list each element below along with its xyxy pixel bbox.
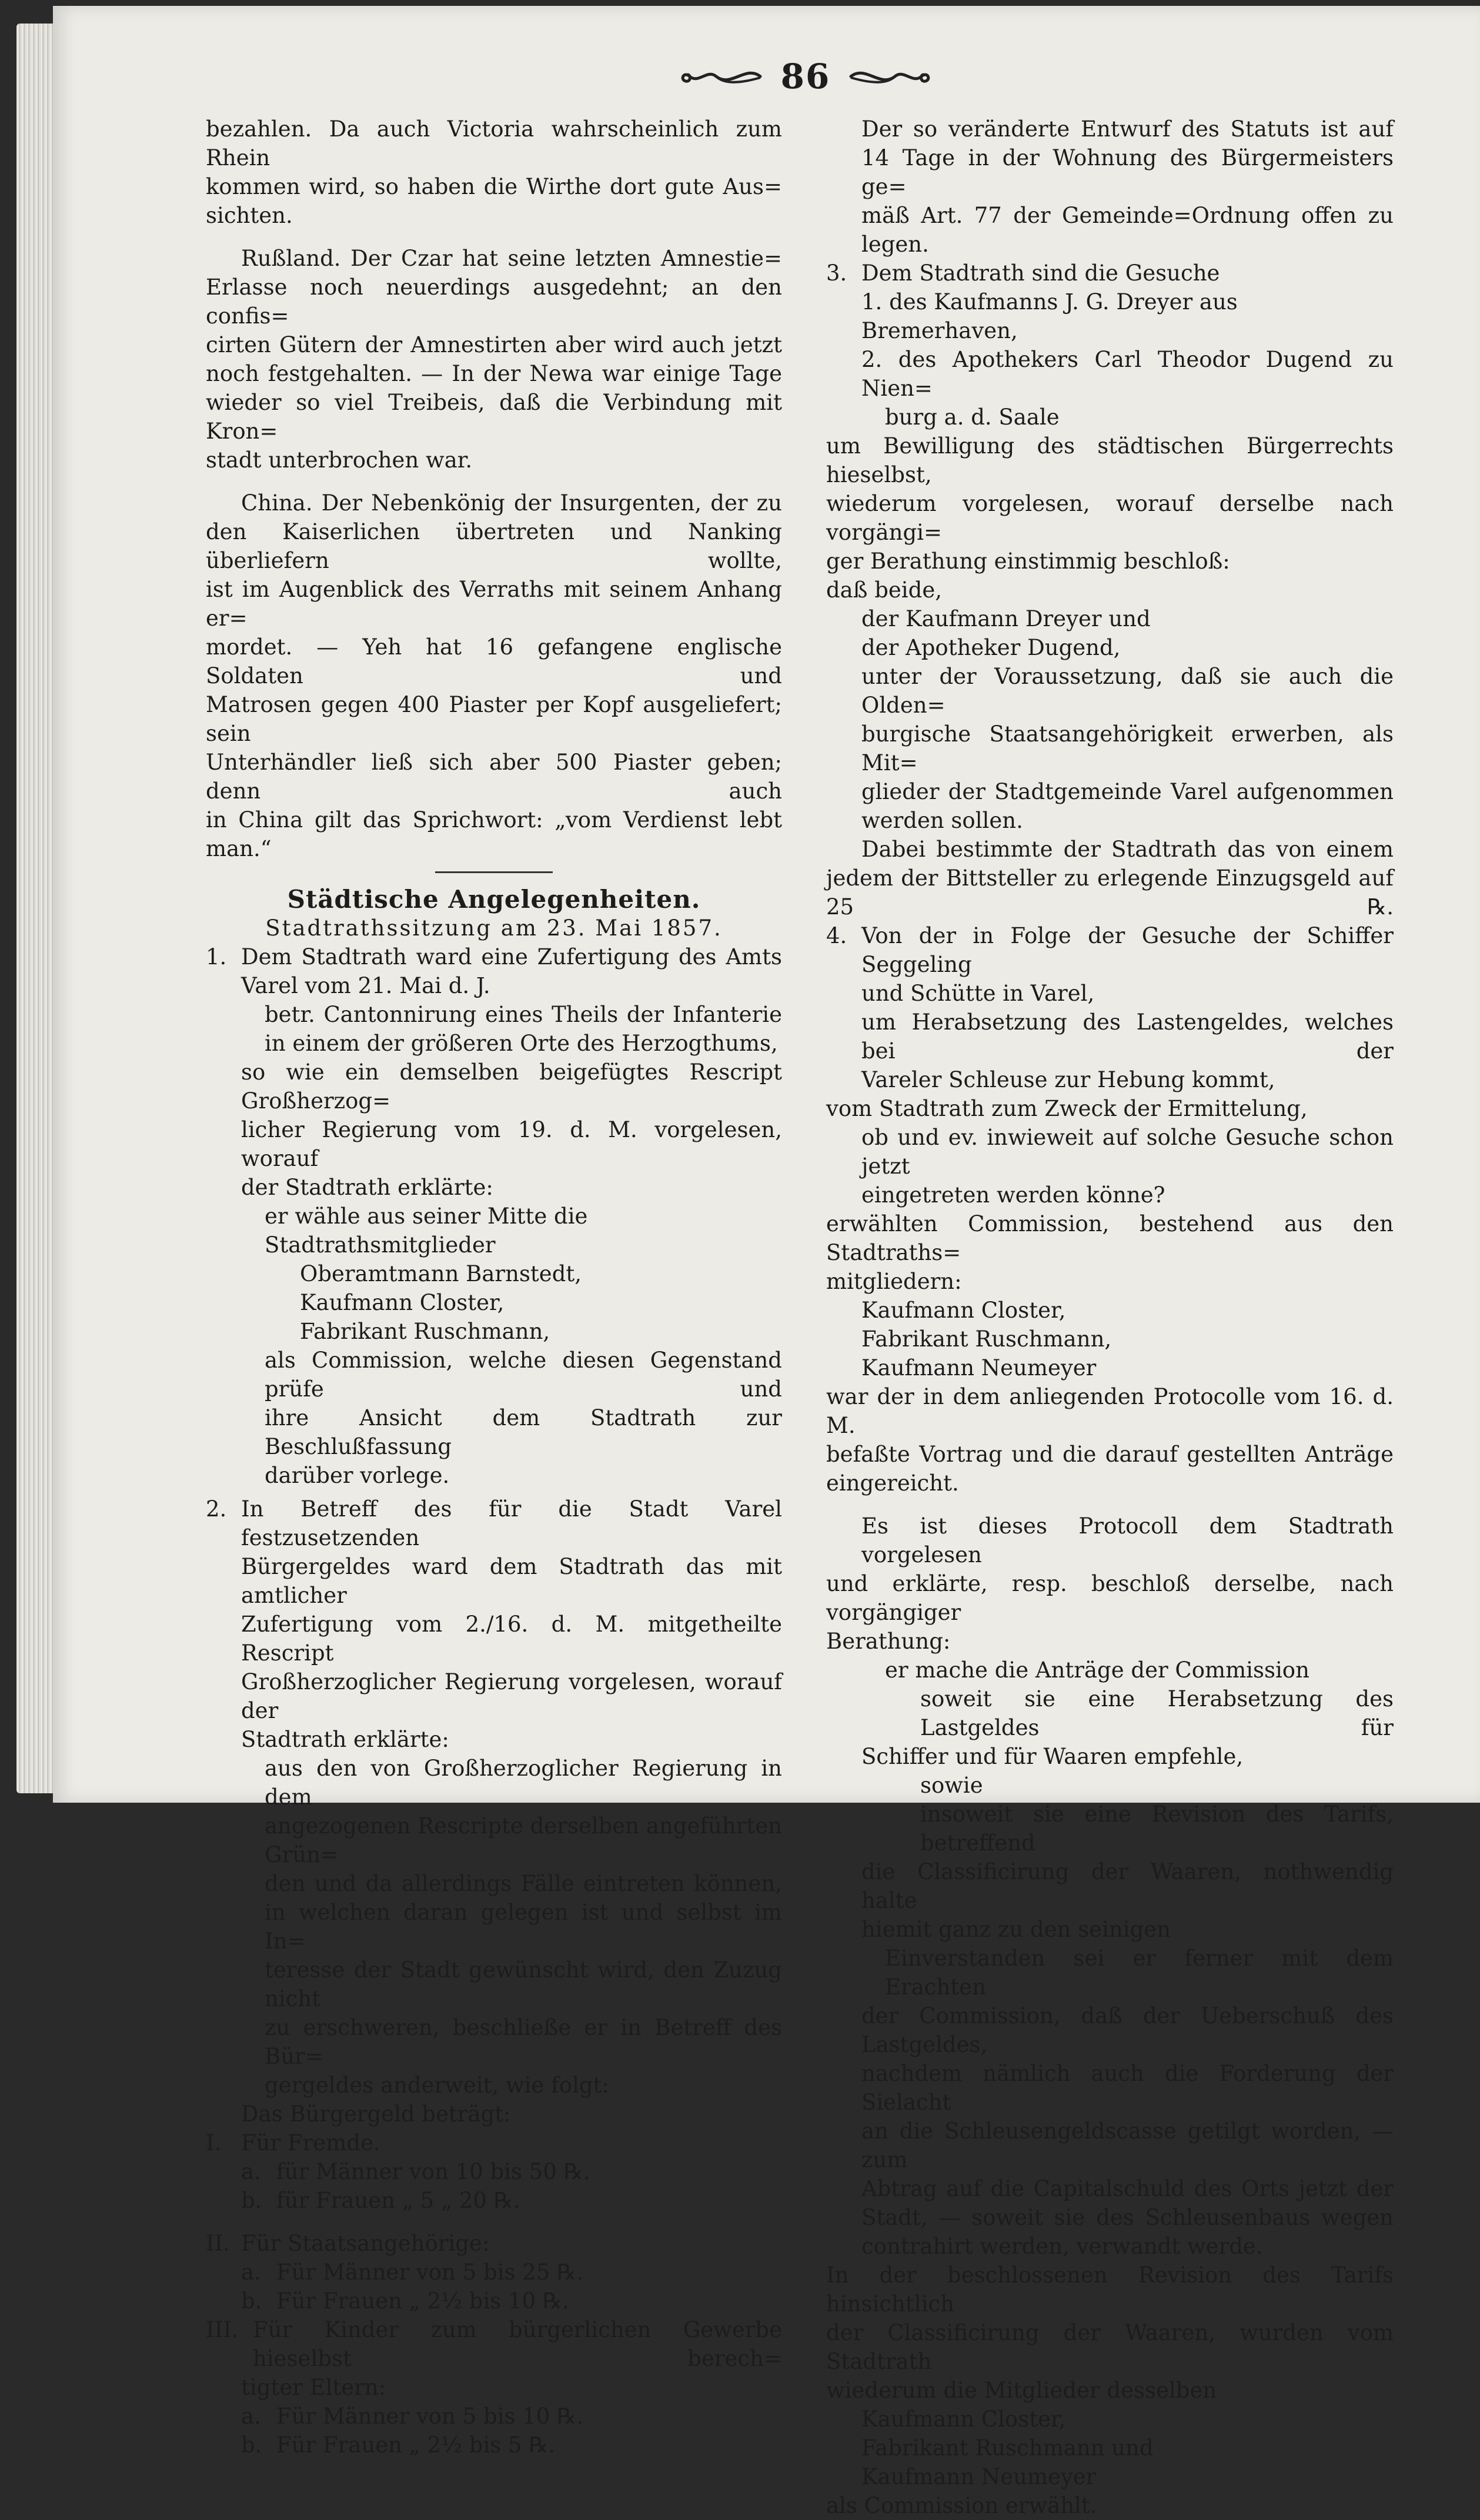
section-heading: Städtische Angelegenheiten.: [287, 885, 701, 914]
text-line: Einverstanden sei er ferner mit dem Erachten: [885, 1946, 1394, 2000]
text-line: eingetreten werden könne?: [861, 1182, 1165, 1208]
text-line: 1. des Kaufmanns J. G. Dreyer aus Bremerhaven,: [861, 289, 1238, 343]
text-line: In Betreff des für die Stadt Varel festzusetzenden: [241, 1496, 782, 1550]
fee-row-text: für Frauen „ 5 „ 20 ℞.: [276, 2188, 520, 2213]
text-line: contrahirt werden, verwandt werde.: [861, 2234, 1263, 2259]
text-line: sichten.: [206, 203, 293, 228]
text-line: Berathung:: [826, 1629, 951, 1654]
text-line: licher Regierung vom 19. d. M. vorgelesen, worauf: [241, 1117, 782, 1171]
member-name: Kaufmann Neumeyer: [861, 1355, 1097, 1381]
text-line: Von der in Folge der Gesuche der Schiffer Seggeling: [861, 923, 1394, 977]
fee-category-title: Für Fremde.: [241, 2130, 380, 2155]
intro-paragraph: [206, 115, 782, 230]
text-line: Rußland. Der Czar hat seine letzten Amnestie=: [241, 246, 782, 271]
fee-category-title: Für Kinder zum bürgerlichen Gewerbe hieselbst berech=: [253, 2317, 782, 2371]
text-line: glieder der Stadtgemeinde Varel aufgenommen: [861, 779, 1394, 804]
text-line: Bürgergeldes ward dem Stadtrath das mit amtlicher: [241, 1554, 782, 1608]
text-line: mäß Art. 77 der Gemeinde=Ordnung offen zu legen.: [861, 203, 1394, 257]
text-line: Schiffer und für Waaren empfehle,: [861, 1744, 1244, 1769]
fee-row: [206, 2258, 782, 2287]
fee-row-text: Für Frauen „ 2½ bis 5 ℞.: [276, 2432, 556, 2458]
fee-row-text: Für Männer von 5 bis 25 ℞.: [276, 2260, 584, 2285]
russia-paragraph: [206, 244, 782, 474]
text-line: er wähle aus seiner Mitte die Stadtrathsmitglieder: [265, 1204, 588, 1258]
fee-row: [206, 2186, 782, 2215]
text-line: der Classificirung der Waaren, wurden vom Stadtrath: [826, 2320, 1394, 2374]
text-line: gergeldes anderweit, wie folgt:: [265, 2073, 609, 2098]
text-line: werden sollen.: [861, 808, 1023, 833]
fee-row-text: Für Männer von 5 bis 10 ℞.: [276, 2404, 584, 2429]
text-line: befaßte Vortrag und die darauf gestellten Anträge: [826, 1442, 1394, 1467]
member-name: der Kaufmann Dreyer und: [861, 606, 1151, 631]
member-name: Kaufmann Closter,: [861, 2407, 1066, 2432]
page-number: 86: [780, 56, 831, 96]
text-line: eingereicht.: [826, 1470, 959, 1496]
fee-row: [206, 2287, 782, 2315]
item-number-line: [206, 943, 782, 971]
section-divider: [435, 871, 553, 873]
session-title: Stadtrathssitzung am 23. Mai 1857.: [265, 915, 723, 941]
text-line: wiederum die Mitglieder desselben: [826, 2378, 1217, 2403]
text-line: vom Stadtrath zum Zweck der Ermittelung,: [826, 1096, 1308, 1121]
page-header: [670, 50, 941, 103]
item-number: 4.: [826, 923, 847, 948]
text-line: Großherzoglicher Regierung vorgelesen, worauf der: [241, 1669, 782, 1723]
text-line: zu erschweren, beschließe er in Betreff des Bür=: [265, 2015, 782, 2069]
fee-category-title: Für Staatsangehörige:: [241, 2231, 490, 2256]
text-line: Abtrag auf die Capitalschuld des Orts jetzt der: [861, 2176, 1394, 2201]
text-line: war der in dem anliegenden Protocolle vom 16. d. M.: [826, 1384, 1394, 1438]
fee-row-letter: a.: [241, 2159, 261, 2184]
item-number-line: [826, 259, 1394, 288]
item-number: 1.: [206, 944, 227, 970]
text-line: aus den von Großherzoglicher Regierung in dem: [265, 1756, 782, 1810]
member-name: Kaufmann Neumeyer: [861, 2464, 1097, 2489]
item-number-line: [206, 1495, 782, 1552]
text-line: tigter Eltern:: [241, 2375, 386, 2400]
text-line: China. Der Nebenkönig der Insurgenten, der zu: [241, 490, 782, 516]
fee-category: [206, 2128, 782, 2157]
member-name: Fabrikant Ruschmann,: [861, 1326, 1112, 1352]
item-2: [206, 1495, 782, 2128]
text-line: und erklärte, resp. beschloß derselbe, nach vorgängiger: [826, 1571, 1394, 1625]
text-line: Matrosen gegen 400 Piaster per Kopf ausgeliefert; sein: [206, 692, 782, 746]
text-line: Stadt, — soweit sie des Schleusenbaus wegen: [861, 2205, 1394, 2230]
fee-category-number: I.: [206, 2130, 222, 2155]
fee-category: [206, 2315, 782, 2373]
text-line: um Herabsetzung des Lastengeldes, welches bei der: [861, 1010, 1394, 1064]
text-line: wieder so viel Treibeis, daß die Verbindung mit Kron=: [206, 390, 782, 444]
fee-row: [206, 2431, 782, 2459]
text-line: den Kaiserlichen übertreten und Nanking überliefern wollte,: [206, 519, 782, 573]
text-line: als Commission, welche diesen Gegenstand prüfe und: [265, 1348, 782, 1402]
text-line: Varel vom 21. Mai d. J.: [241, 973, 490, 998]
text-line: ger Berathung einstimmig beschloß:: [826, 549, 1230, 574]
fee-row-letter: a.: [241, 2260, 261, 2285]
text-line: betr. Cantonnirung eines Theils der Infanterie: [265, 1002, 782, 1027]
member-name: Kaufmann Closter,: [861, 1298, 1066, 1323]
text-line: cirten Gütern der Amnestirten aber wird auch jetzt: [206, 332, 782, 357]
text-line: darüber vorlege.: [265, 1463, 450, 1488]
text-line: und Schütte in Varel,: [861, 981, 1095, 1006]
fee-row-letter: b.: [241, 2432, 262, 2458]
left-column: [206, 115, 782, 2459]
text-line: Stadtrath erklärte:: [241, 1727, 449, 1752]
text-line: Der so veränderte Entwurf des Statuts ist auf: [861, 116, 1394, 142]
fee-row-letter: b.: [241, 2188, 262, 2213]
text-line: ihre Ansicht dem Stadtrath zur Beschlußfassung: [265, 1405, 782, 1459]
text-line: Dem Stadtrath sind die Gesuche: [861, 260, 1220, 286]
member-name: der Apotheker Dugend,: [861, 635, 1121, 660]
fee-row-letter: a.: [241, 2404, 261, 2429]
item-number: 3.: [826, 260, 847, 286]
item-number-line: [826, 921, 1394, 979]
fee-row-letter: b.: [241, 2288, 262, 2314]
member-name: Kaufmann Closter,: [300, 1290, 505, 1315]
text-line: der Stadtrath erklärte:: [241, 1175, 493, 1200]
item-number: 2.: [206, 1496, 227, 1522]
text-line: unter der Voraussetzung, daß sie auch die Olden=: [861, 664, 1394, 718]
fee-row: [206, 2157, 782, 2186]
text-line: die Classificirung der Waaren, nothwendig halte: [861, 1859, 1394, 1913]
fee-row-text: Für Frauen „ 2½ bis 10 ℞.: [276, 2288, 569, 2314]
text-line: ob und ev. inwieweit auf solche Gesuche schon jetzt: [861, 1125, 1394, 1179]
text-line: jedem der Bittsteller zu erlegende Einzugsgeld auf 25 ℞.: [826, 865, 1394, 920]
text-line: Unterhändler ließ sich aber 500 Piaster geben; denn auch: [206, 750, 782, 804]
china-paragraph: [206, 489, 782, 863]
text-line: bezahlen. Da auch Victoria wahrscheinlich zum Rhein: [206, 116, 782, 171]
text-line: er mache die Anträge der Commission: [885, 1657, 1309, 1683]
text-line: in China gilt das Sprichwort: „vom Verdienst lebt man.“: [206, 807, 782, 861]
text-line: noch festgehalten. — In der Newa war einige Tage: [206, 361, 782, 386]
text-line: burg a. d. Saale: [885, 405, 1060, 430]
ornament-scroll-right: [848, 62, 936, 91]
fee-category-number: II.: [206, 2231, 230, 2256]
text-line: als Commission erwählt.: [826, 2493, 1097, 2518]
text-line: Dabei bestimmte der Stadtrath das von einem: [861, 837, 1394, 862]
ornament-scroll-left: [675, 62, 763, 91]
text-line: in einem der größeren Orte des Herzogthums,: [265, 1031, 778, 1056]
fee-category: [206, 2229, 782, 2258]
text-line: kommen wird, so haben die Wirthe dort gute Aus=: [206, 174, 782, 199]
text-line: der Commission, daß der Ueberschuß des Lastgeldes,: [861, 2003, 1394, 2057]
text-line: Vareler Schleuse zur Hebung kommt,: [861, 1067, 1275, 1092]
member-name: Fabrikant Ruschmann und: [861, 2435, 1154, 2461]
right-column: [826, 115, 1394, 2520]
item-1: [206, 943, 782, 1490]
text-line: Zufertigung vom 2./16. d. M. mitgetheilte Rescript: [241, 1612, 782, 1666]
text-line: Es ist dieses Protocoll dem Stadtrath vorgelesen: [861, 1513, 1394, 1568]
text-line: hiemit ganz zu den seinigen: [861, 1917, 1171, 1942]
text-line: den und da allerdings Fälle eintreten können,: [265, 1871, 782, 1896]
item-3: [826, 259, 1394, 921]
text-line: insoweit sie eine Revision des Tarifs, betreffend: [920, 1802, 1394, 1856]
text-line: nachdem nämlich auch die Forderung der Sielacht: [861, 2061, 1394, 2115]
text-line: soweit sie eine Herabsetzung des Lastgeldes für: [920, 1686, 1394, 1740]
text-line: mordet. — Yeh hat 16 gefangene englische Soldaten und: [206, 634, 782, 689]
text-line: in welchen daran gelegen ist und selbst im In=: [265, 1900, 782, 1954]
text-line: angezogenen Rescripte derselben angeführten Grün=: [265, 1813, 782, 1867]
text-line: burgische Staatsangehörigkeit erwerben, als Mit=: [861, 721, 1394, 776]
text-line: 14 Tage in der Wohnung des Bürgermeisters ge=: [861, 145, 1394, 199]
text-line: mitgliedern:: [826, 1269, 962, 1294]
text-line: daß beide,: [826, 577, 942, 603]
fee-intro: Das Bürgergeld beträgt:: [241, 2101, 511, 2127]
text-line: wiederum vorgelesen, worauf derselbe nach vorgängi=: [826, 491, 1394, 545]
fee-table: [206, 2128, 782, 2459]
fee-row: [206, 2402, 782, 2431]
item-4: [826, 921, 1394, 2520]
fee-category-number: III.: [206, 2317, 239, 2342]
member-name: Fabrikant Ruschmann,: [300, 1319, 550, 1344]
text-line: sowie: [920, 1773, 983, 1798]
text-line: 2. des Apothekers Carl Theodor Dugend zu Nien=: [861, 347, 1394, 401]
text-line: um Bewilligung des städtischen Bürgerrechts hieselbst,: [826, 433, 1394, 487]
text-line: ist im Augenblick des Verraths mit seinem Anhang er=: [206, 577, 782, 631]
text-line: In der beschlossenen Revision des Tarifs hinsichtlich: [826, 2262, 1394, 2317]
text-line: erwählten Commission, bestehend aus den Stadtraths=: [826, 1211, 1394, 1265]
fee-row-text: für Männer von 10 bis 50 ℞.: [276, 2159, 590, 2184]
text-line: an die Schleusengeldscasse getilgt worden, — zum: [861, 2118, 1394, 2173]
statute-paragraph: [826, 115, 1394, 259]
text-line: Dem Stadtrath ward eine Zufertigung des Amts: [241, 944, 782, 970]
text-line: Erlasse noch neuerdings ausgedehnt; an den confis=: [206, 275, 782, 329]
text-line: stadt unterbrochen war.: [206, 447, 473, 473]
member-name: Oberamtmann Barnstedt,: [300, 1261, 582, 1286]
text-line: so wie ein demselben beigefügtes Rescript Großherzog=: [241, 1060, 782, 1114]
text-line: teresse der Stadt gewünscht wird, den Zuzug nicht: [265, 1957, 782, 2011]
